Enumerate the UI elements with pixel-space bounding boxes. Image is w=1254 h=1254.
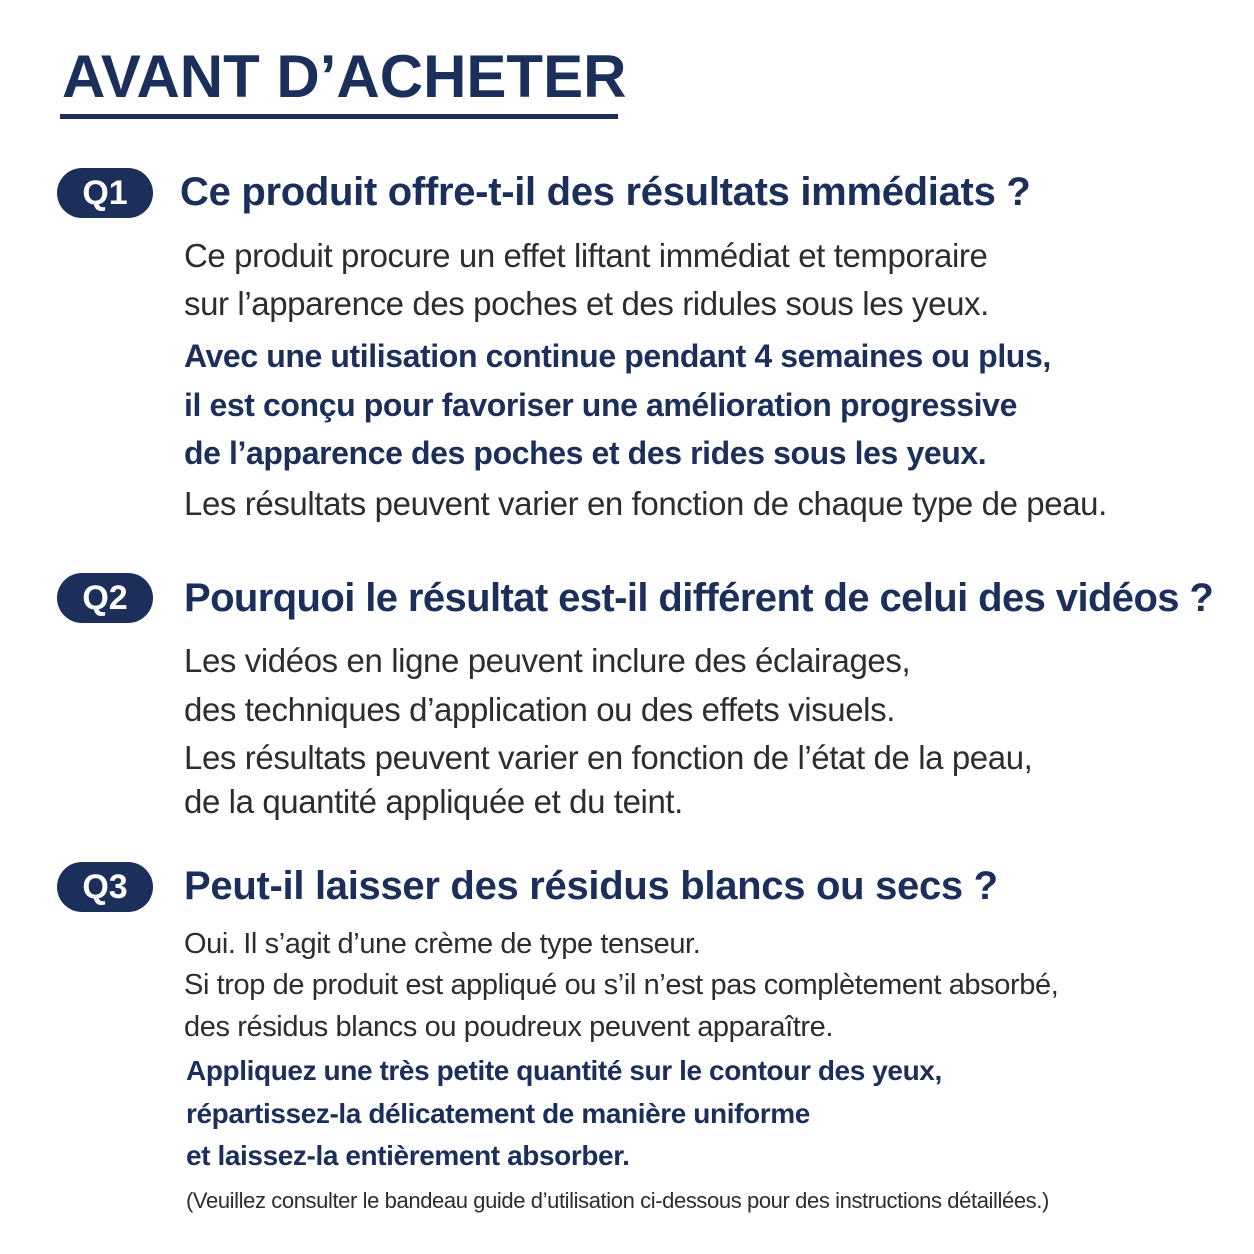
title-underline bbox=[60, 114, 618, 119]
q2-answer-line: de la quantité appliquée et du teint. bbox=[184, 783, 683, 820]
q3-answer-line-emphasis: Appliquez une très petite quantité sur le contour des yeux, bbox=[186, 1055, 942, 1086]
q3-badge: Q3 bbox=[57, 862, 153, 912]
q2-answer-line: des techniques d’application ou des effets visuels. bbox=[184, 691, 895, 728]
q2-badge: Q2 bbox=[57, 573, 153, 623]
q3-answer-line: des résidus blancs ou poudreux peuvent apparaître. bbox=[184, 1011, 834, 1043]
q1-answer-line: Ce produit procure un effet liftant immédiat et temporaire bbox=[184, 237, 988, 274]
q3-answer-line-emphasis: répartissez-la délicatement de manière uniforme bbox=[186, 1098, 810, 1129]
q1-question: Ce produit offre-t-il des résultats immédiats ? bbox=[180, 170, 1031, 214]
q1-answer-line-emphasis: de l’apparence des poches et des rides sous les yeux. bbox=[184, 435, 987, 471]
q2-question: Pourquoi le résultat est-il différent de celui des vidéos ? bbox=[184, 576, 1214, 620]
q2-answer-line: Les résultats peuvent varier en fonction de l’état de la peau, bbox=[184, 739, 1033, 776]
q1-answer-line-emphasis: Avec une utilisation continue pendant 4 semaines ou plus, bbox=[184, 338, 1051, 374]
q3-question: Peut-il laisser des résidus blancs ou secs ? bbox=[184, 864, 998, 908]
page-title: AVANT D’ACHETER bbox=[62, 43, 627, 110]
q1-answer-line: sur l’apparence des poches et des ridules sous les yeux. bbox=[184, 285, 989, 322]
q1-answer-line-emphasis: il est conçu pour favoriser une amélioration progressive bbox=[184, 387, 1017, 423]
q3-answer-line: Oui. Il s’agit d’une crème de type tenseur. bbox=[184, 928, 701, 960]
q1-badge: Q1 bbox=[57, 168, 153, 218]
q2-answer-line: Les vidéos en ligne peuvent inclure des éclairages, bbox=[184, 642, 911, 679]
q3-answer-line: Si trop de produit est appliqué ou s’il n’est pas complètement absorbé, bbox=[184, 969, 1059, 1001]
q1-answer-line: Les résultats peuvent varier en fonction de chaque type de peau. bbox=[184, 485, 1107, 522]
q3-answer-line-emphasis: et laissez-la entièrement absorber. bbox=[186, 1140, 630, 1171]
usage-guide-note: (Veuillez consulter le bandeau guide d’utilisation ci-dessous pour des instructions détaillées.) bbox=[186, 1188, 1049, 1213]
